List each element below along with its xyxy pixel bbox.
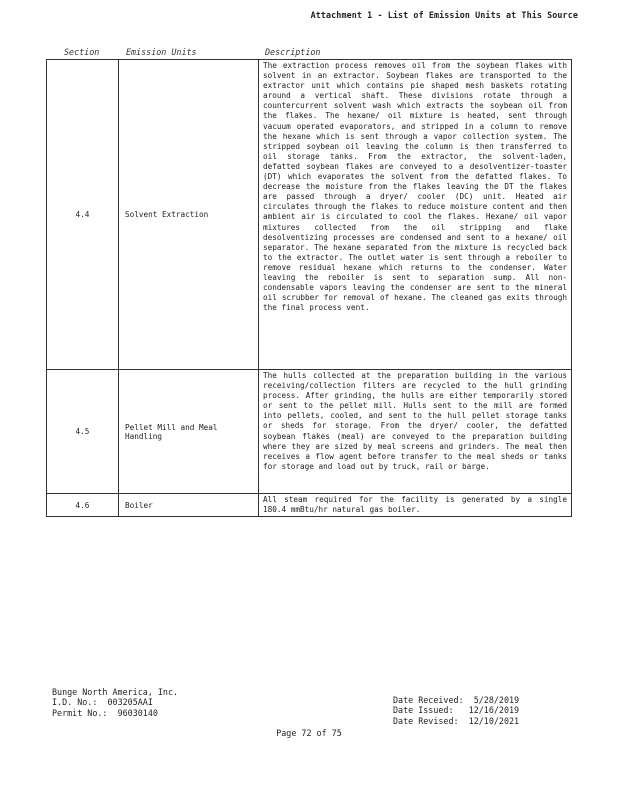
- date-received: Date Received: 5/28/2019: [393, 695, 520, 705]
- date-issued: Date Issued: 12/16/2019: [393, 705, 520, 716]
- date-info: [393, 695, 519, 726]
- page-number: Page 72 of 75: [276, 728, 342, 738]
- company-name: Bunge North America, Inc.: [52, 687, 179, 697]
- section-column-header: Section: [64, 47, 100, 57]
- description-cell: The hulls collected at the preparation building in the various receiving/collection filters are recycled to the hull grinding process. After grinding, the hulls are either temporarily stored or sent to the pellet mill. Hulls sent to the mill are formed into pellets, cooled, and sent to the hull pellet storage tanks or sheds for storage. From the dryer/ cooler, the defatted soybean flakes (meal) are conveyed to the preparation building where they are sized by meal screens and grinders. The meal then receives a flow agent before transfer to the meal sheds or tanks for storage and load out by truck, rail or barge.: [259, 370, 572, 494]
- permit-number: Permit No.: 96030140: [52, 707, 158, 718]
- description-cell: All steam required for the facility is generated by a single 180.4 mmBtu/hr natural gas boiler.: [259, 494, 572, 517]
- emission-unit-cell: Solvent Extraction: [119, 60, 259, 370]
- column-headers: [46, 47, 571, 59]
- table-row: [47, 370, 572, 494]
- description-cell: The extraction process removes oil from the soybean flakes with solvent in an extractor. Soybean flakes are transported to the extractor unit which contains pie shaped mesh baskets rotating around a vertical shaft. These divisions rotate through a countercurrent solvent wash which extracts the soybean oil from the flakes. The hexane/ oil mixture is heated, sent through vacuum operated evaporators, and stripped in a column to remove the hexane which is sent through a vapor collection system. The stripped soybean oil leaving the column is then transferred to oil storage tanks. From the extractor, the solvent-laden, defatted soybean flakes are conveyed to a desolventizer-toaster (DT) which evaporates the solvent from the defatted flakes. To decrease the moisture from the flakes leaving the DT the flakes are passed through a dryer/ cooler (DC) unit. Heated air circulates through the flakes to reduce moisture content and then ambient air is circulated to cool the flakes. Hexane/ oil vapor mixtures collected from the oil stripping and flake desolventizing processes are condensed and sent to a hexane/ oil separator. The hexane separated from the mixture is recycled back to the extractor. The outlet water is sent through a reboiler to remove residual hexane which returns to the condenser. Water leaving the reboiler is sent to separation sump. All non-condensable vapors leaving the condenser are sent to the mineral oil scrubber for removal of hexane. The cleaned gas exits through the final process vent.: [259, 60, 572, 370]
- id-number: I.D. No.: 003205AAI: [52, 697, 153, 708]
- emission-unit-cell: Pellet Mill and Meal Handling: [119, 370, 259, 494]
- section-cell: 4.4: [47, 60, 119, 370]
- date-revised: Date Revised: 12/10/2021: [393, 715, 520, 726]
- facility-info: [52, 687, 178, 718]
- description-column-header: Description: [265, 47, 321, 57]
- emission-unit-cell: Boiler: [119, 494, 259, 517]
- section-cell: 4.6: [47, 494, 119, 517]
- emission-units-column-header: Emission Units: [126, 47, 197, 57]
- table-row: [47, 60, 572, 370]
- attachment-header: Attachment 1 - List of Emission Units at This Source: [310, 10, 578, 20]
- emission-units-table: [46, 59, 572, 517]
- section-cell: 4.5: [47, 370, 119, 494]
- table-row: [47, 494, 572, 517]
